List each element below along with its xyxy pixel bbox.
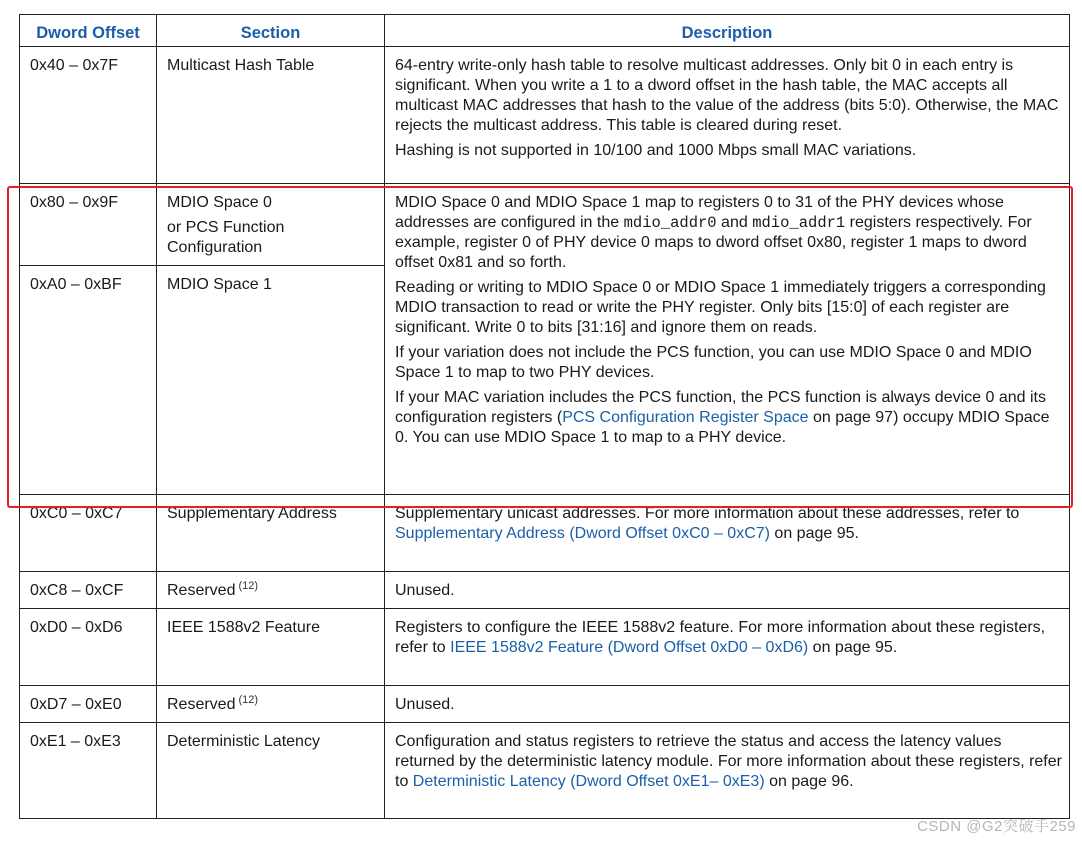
offset-cell: 0xC0 – 0xC7 [20, 495, 157, 572]
footnote-ref[interactable]: (12) [238, 694, 259, 706]
register-name: mdio_addr0 [623, 214, 717, 232]
description-cell: Unused. [385, 686, 1070, 723]
table-row [20, 686, 1070, 723]
offset-cell: 0xA0 – 0xBF [20, 266, 157, 495]
table-row [20, 184, 1070, 266]
section-cell: Multicast Hash Table [157, 47, 385, 184]
description-text: 64-entry write-only hash table to resolve multicast addresses. Only bit 0 in each entry is significant. When you write a 1 to a dword offset in the hash table, the MAC accepts all multicast MAC addresses that hash to the value of the address (bits 5:0). Otherwise, the MAC rejects the multicast address. This table is cleared during reset. [395, 57, 1059, 134]
header-row [20, 15, 1070, 47]
description-cell: Registers to configure the IEEE 1588v2 feature. For more information about these registers, refer to IEEE 1588v2 Feature (Dword Offset 0xD0 – 0xD6) on page 95. [385, 609, 1070, 686]
description-text: If your variation does not include the PCS function, you can use MDIO Space 0 and MDIO Space 1 to map to two PHY devices. [395, 344, 1032, 381]
footnote-ref[interactable]: (12) [238, 580, 259, 592]
offset-cell: 0x40 – 0x7F [20, 47, 157, 184]
table-row [20, 495, 1070, 572]
description-cell [385, 184, 1070, 495]
section-cell: IEEE 1588v2 Feature [157, 609, 385, 686]
pcs-config-link[interactable]: PCS Configuration Register Space [562, 409, 809, 426]
offset-cell: 0xC8 – 0xCF [20, 572, 157, 609]
table-row [20, 609, 1070, 686]
offset-cell: 0xE1 – 0xE3 [20, 723, 157, 819]
header-description: Description [385, 15, 1070, 47]
description-cell: Supplementary unicast addresses. For more information about these addresses, refer to Supplementary Address (Dword Offset 0xC0 – 0xC7) on page 95. [385, 495, 1070, 572]
offset-cell: 0xD0 – 0xD6 [20, 609, 157, 686]
section-line: or PCS Function Configuration [167, 219, 285, 256]
description-cell: Configuration and status registers to retrieve the status and access the latency values returned by the deterministic latency module. For more information about these registers, refer to Deterministic Latency (Dword Offset 0xE1– 0xE3) on page 96. [385, 723, 1070, 819]
offset-cell: 0xD7 – 0xE0 [20, 686, 157, 723]
section-cell [157, 184, 385, 266]
register-map-table [19, 14, 1070, 819]
section-cell: Reserved $^{(12)}$ [157, 686, 385, 723]
description-text: Reading or writing to MDIO Space 0 or MDIO Space 1 immediately triggers a corresponding MDIO transaction to read or write the PHY register. Only bits [15:0] of each register are significant. Write 0 to bits [31:16] and ignore them on reads. [395, 279, 1046, 336]
description-cell [385, 47, 1070, 184]
description-text: If your MAC variation includes the PCS function, the PCS function is always device 0 and its configuration registers (PCS Configuration Register Space on page 97) occupy MDIO Space 0. You can use MDIO Space 1 to map to a PHY device. [395, 389, 1050, 446]
table-row [20, 572, 1070, 609]
supplementary-address-link[interactable]: Supplementary Address (Dword Offset 0xC0 – 0xC7) [395, 525, 770, 542]
description-text: Hashing is not supported in 10/100 and 1000 Mbps small MAC variations. [395, 142, 917, 159]
section-line: MDIO Space 0 [167, 194, 272, 211]
header-offset: Dword Offset [20, 15, 157, 47]
ieee-1588v2-link[interactable]: IEEE 1588v2 Feature (Dword Offset 0xD0 – 0xD6) [450, 639, 809, 656]
section-cell: Reserved $^{(12)}$ [157, 572, 385, 609]
description-text: MDIO Space 0 and MDIO Space 1 map to registers 0 to 31 of the PHY devices whose addresses are configured in the mdio_addr0 and mdio_addr1 registers respectively. For example, register 0 of PHY device 0 maps to dword offset 0x80, register 1 maps to dword offset 0x81 and so forth. [395, 194, 1032, 271]
table-row [20, 723, 1070, 819]
register-name: mdio_addr1 [752, 214, 846, 232]
section-cell: MDIO Space 1 [157, 266, 385, 495]
description-cell: Unused. [385, 572, 1070, 609]
header-section: Section [157, 15, 385, 47]
watermark: CSDN @G2突破手259 [917, 818, 1076, 835]
table-row [20, 47, 1070, 184]
deterministic-latency-link[interactable]: Deterministic Latency (Dword Offset 0xE1– 0xE3) [412, 773, 765, 790]
offset-cell: 0x80 – 0x9F [20, 184, 157, 266]
section-cell: Supplementary Address [157, 495, 385, 572]
section-cell: Deterministic Latency [157, 723, 385, 819]
